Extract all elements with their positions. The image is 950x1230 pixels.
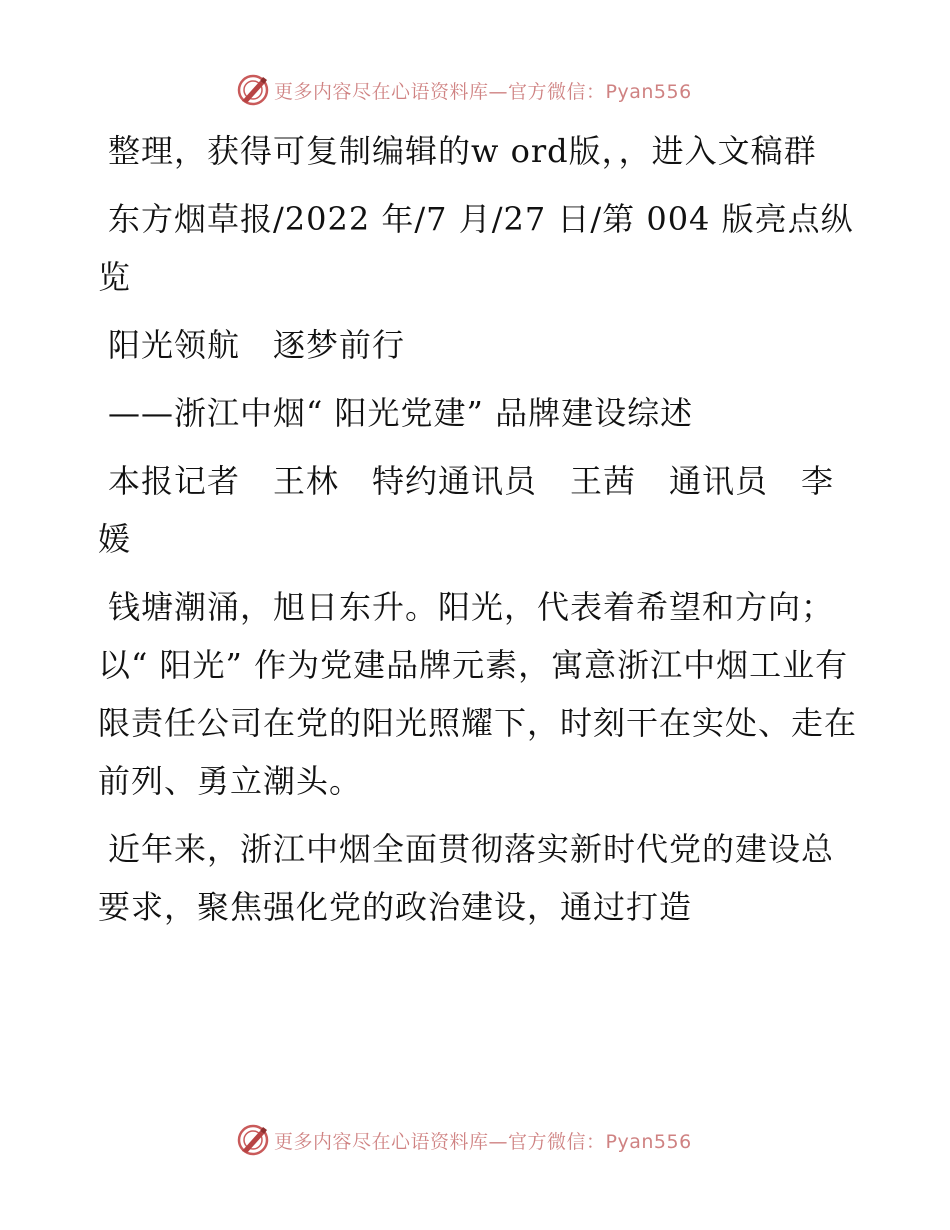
watermark-text: 更多内容尽在心语资料库—官方微信：Pyan556 (274, 80, 692, 103)
header-watermark (236, 72, 692, 108)
paragraph-body-2: 近年来，浙江中烟全面贯彻落实新时代党的建设总要求，聚焦强化党的政治建设，通过打造 (98, 830, 835, 926)
pen-seal-icon (236, 73, 270, 107)
document-body (98, 122, 858, 946)
article-title: 阳光领航 逐梦前行 (108, 326, 406, 364)
article-byline: 本报记者 王林 特约通讯员 王茜 通讯员 李媛 (98, 462, 835, 558)
paragraph-body-1: 钱塘潮涌，旭日东升。阳光，代表着希望和方向；以“ 阳光” 作为党建品牌元素，寓意浙江中烟工业有限责任公司在党的阳光照耀下，时刻干在实处、走在前列、勇立潮头。 (98, 588, 858, 800)
watermark-text: 更多内容尽在心语资料库—官方微信：Pyan556 (274, 1130, 692, 1153)
paragraph-intro: 整理，获得可复制编辑的w ord版，，进入文稿群 (108, 132, 817, 170)
article-subtitle: ——浙江中烟“ 阳光党建” 品牌建设综述 (108, 394, 694, 432)
paragraph-source: 东方烟草报/2022 年/7 月/27 日/第 004 版亮点纵览 (98, 200, 854, 296)
pen-seal-icon (236, 1123, 270, 1157)
footer-watermark (236, 1122, 692, 1158)
